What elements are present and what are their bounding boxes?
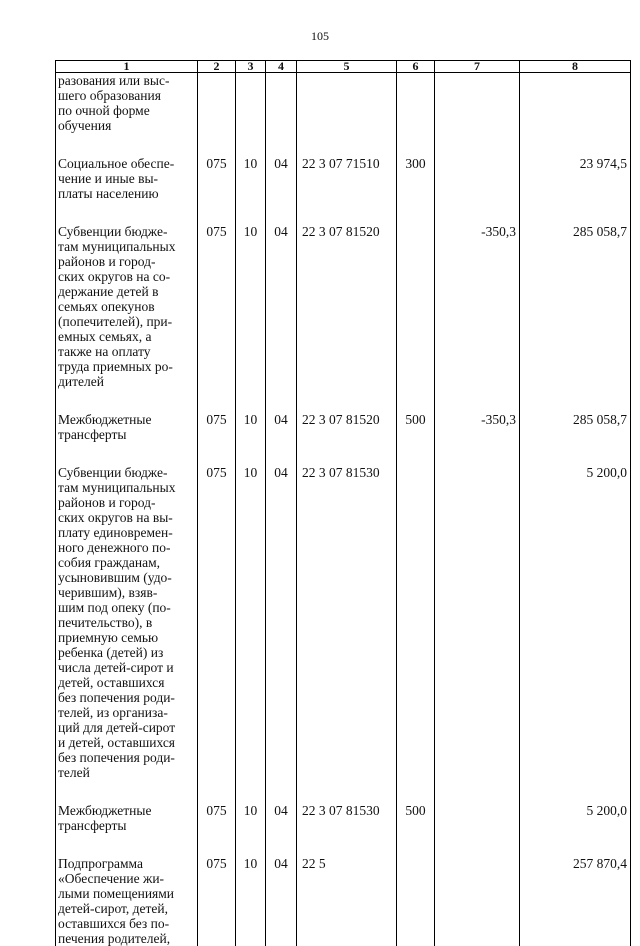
row-spacer	[56, 389, 631, 412]
row-spacer	[56, 133, 631, 156]
target-article-cell: 22 3 07 81530	[297, 465, 397, 780]
spacer-cell	[56, 133, 198, 156]
item-name-line: Подпрограмма	[58, 856, 195, 871]
ministry-code-cell: 075	[198, 803, 236, 833]
item-name-line: усыновившим (удо-	[58, 570, 195, 585]
item-name-line: емных семьях, а	[58, 329, 195, 344]
spacer-cell	[397, 780, 435, 803]
section-code-cell: 10	[236, 224, 266, 389]
item-name-line: ребенка (детей) из	[58, 645, 195, 660]
table-row	[56, 803, 631, 833]
header-cell: 4	[266, 61, 297, 73]
table-header-row	[56, 61, 631, 73]
item-name-line: без попечения роди-	[58, 690, 195, 705]
spacer-cell	[198, 780, 236, 803]
row-spacer	[56, 442, 631, 465]
item-name-line: и детей, оставшихся	[58, 735, 195, 750]
spacer-cell	[236, 833, 266, 856]
item-name-line: шего образования	[58, 88, 195, 103]
spacer-cell	[397, 389, 435, 412]
item-name-line: Межбюджетные	[58, 803, 195, 818]
spacer-cell	[520, 442, 631, 465]
section-code-cell: 10	[236, 856, 266, 946]
subsection-code-cell: 04	[266, 803, 297, 833]
spacer-cell	[520, 389, 631, 412]
expense-type-cell	[397, 465, 435, 780]
item-name-line: «Обеспечение жи-	[58, 871, 195, 886]
target-article-cell: 22 3 07 81520	[297, 412, 397, 442]
change-amount-cell: -350,3	[435, 224, 520, 389]
spacer-cell	[236, 780, 266, 803]
item-name-line: разования или выс-	[58, 73, 195, 88]
spacer-cell	[56, 442, 198, 465]
spacer-cell	[236, 389, 266, 412]
item-name-line: числа детей-сирот и	[58, 660, 195, 675]
item-name-line: обучения	[58, 118, 195, 133]
total-amount-cell: 23 974,5	[520, 156, 631, 201]
expense-type-cell: 500	[397, 803, 435, 833]
item-name-line: лыми помещениями	[58, 886, 195, 901]
spacer-cell	[297, 133, 397, 156]
spacer-cell	[198, 833, 236, 856]
item-name-line: детей, оставшихся	[58, 675, 195, 690]
change-amount-cell	[435, 803, 520, 833]
expense-type-cell	[397, 224, 435, 389]
change-amount-cell	[435, 73, 520, 134]
header-cell: 3	[236, 61, 266, 73]
section-code-cell: 10	[236, 465, 266, 780]
spacer-cell	[266, 833, 297, 856]
budget-table	[55, 60, 631, 946]
item-name-line: также на оплату	[58, 344, 195, 359]
total-amount-cell: 285 058,7	[520, 412, 631, 442]
change-amount-cell	[435, 465, 520, 780]
item-name-line: собия гражданам,	[58, 555, 195, 570]
item-name-line: телей	[58, 765, 195, 780]
item-name-cell	[56, 412, 198, 442]
spacer-cell	[520, 133, 631, 156]
spacer-cell	[397, 442, 435, 465]
spacer-cell	[397, 833, 435, 856]
ministry-code-cell	[198, 73, 236, 134]
spacer-cell	[435, 201, 520, 224]
section-code-cell	[236, 73, 266, 134]
item-name-line: без попечения роди-	[58, 750, 195, 765]
table-row	[56, 465, 631, 780]
item-name-line: шим под опеку (по-	[58, 600, 195, 615]
spacer-cell	[198, 389, 236, 412]
header-cell: 5	[297, 61, 397, 73]
row-spacer	[56, 201, 631, 224]
item-name-line: там муниципальных	[58, 480, 195, 495]
item-name-line: ций для детей-сирот	[58, 720, 195, 735]
total-amount-cell	[520, 73, 631, 134]
total-amount-cell: 285 058,7	[520, 224, 631, 389]
total-amount-cell: 257 870,4	[520, 856, 631, 946]
ministry-code-cell: 075	[198, 856, 236, 946]
subsection-code-cell: 04	[266, 412, 297, 442]
item-name-cell	[56, 156, 198, 201]
change-amount-cell	[435, 156, 520, 201]
spacer-cell	[266, 389, 297, 412]
item-name-line: печительство), в	[58, 615, 195, 630]
spacer-cell	[198, 201, 236, 224]
item-name-line: ного денежного по-	[58, 540, 195, 555]
table-row	[56, 412, 631, 442]
spacer-cell	[435, 133, 520, 156]
item-name-line: (попечителей), при-	[58, 314, 195, 329]
item-name-line: ских округов на вы-	[58, 510, 195, 525]
item-name-line: Межбюджетные	[58, 412, 195, 427]
subsection-code-cell: 04	[266, 465, 297, 780]
change-amount-cell: -350,3	[435, 412, 520, 442]
item-name-line: районов и город-	[58, 495, 195, 510]
ministry-code-cell: 075	[198, 224, 236, 389]
spacer-cell	[266, 133, 297, 156]
header-cell: 8	[520, 61, 631, 73]
table-row	[56, 856, 631, 946]
target-article-cell: 22 3 07 81530	[297, 803, 397, 833]
spacer-cell	[297, 833, 397, 856]
item-name-line: районов и город-	[58, 254, 195, 269]
subsection-code-cell: 04	[266, 156, 297, 201]
table-row	[56, 156, 631, 201]
header-cell: 6	[397, 61, 435, 73]
ministry-code-cell: 075	[198, 412, 236, 442]
expense-type-cell	[397, 856, 435, 946]
expense-type-cell: 500	[397, 412, 435, 442]
spacer-cell	[56, 780, 198, 803]
section-code-cell: 10	[236, 156, 266, 201]
spacer-cell	[236, 201, 266, 224]
header-cell: 1	[56, 61, 198, 73]
target-article-cell: 22 3 07 81520	[297, 224, 397, 389]
item-name-line: ских округов на со-	[58, 269, 195, 284]
spacer-cell	[520, 201, 631, 224]
item-name-line: трансферты	[58, 427, 195, 442]
item-name-line: держание детей в	[58, 284, 195, 299]
row-spacer	[56, 780, 631, 803]
ministry-code-cell: 075	[198, 465, 236, 780]
target-article-cell	[297, 73, 397, 134]
spacer-cell	[520, 833, 631, 856]
item-name-line: там муниципальных	[58, 239, 195, 254]
spacer-cell	[297, 389, 397, 412]
spacer-cell	[297, 442, 397, 465]
total-amount-cell: 5 200,0	[520, 803, 631, 833]
item-name-line: трансферты	[58, 818, 195, 833]
subsection-code-cell: 04	[266, 224, 297, 389]
expense-type-cell: 300	[397, 156, 435, 201]
spacer-cell	[266, 442, 297, 465]
spacer-cell	[297, 201, 397, 224]
item-name-line: по очной форме	[58, 103, 195, 118]
row-spacer	[56, 833, 631, 856]
item-name-line: приемную семью	[58, 630, 195, 645]
spacer-cell	[520, 780, 631, 803]
spacer-cell	[397, 133, 435, 156]
item-name-line: плату единовремен-	[58, 525, 195, 540]
item-name-line: оставшихся без по-	[58, 916, 195, 931]
item-name-cell	[56, 73, 198, 134]
item-name-line: платы населению	[58, 186, 195, 201]
item-name-line: печения родителей,	[58, 931, 195, 946]
spacer-cell	[266, 780, 297, 803]
spacer-cell	[236, 133, 266, 156]
spacer-cell	[198, 442, 236, 465]
spacer-cell	[56, 201, 198, 224]
item-name-line: телей, из организа-	[58, 705, 195, 720]
spacer-cell	[435, 389, 520, 412]
item-name-line: Субвенции бюдже-	[58, 465, 195, 480]
section-code-cell: 10	[236, 412, 266, 442]
header-cell: 7	[435, 61, 520, 73]
spacer-cell	[56, 833, 198, 856]
spacer-cell	[297, 780, 397, 803]
item-name-line: Социальное обеспе-	[58, 156, 195, 171]
item-name-cell	[56, 224, 198, 389]
section-code-cell: 10	[236, 803, 266, 833]
change-amount-cell	[435, 856, 520, 946]
item-name-cell	[56, 856, 198, 946]
spacer-cell	[397, 201, 435, 224]
item-name-line: детей-сирот, детей,	[58, 901, 195, 916]
spacer-cell	[435, 833, 520, 856]
spacer-cell	[266, 201, 297, 224]
page-number: 105	[0, 29, 640, 44]
spacer-cell	[435, 442, 520, 465]
subsection-code-cell	[266, 73, 297, 134]
spacer-cell	[236, 442, 266, 465]
spacer-cell	[56, 389, 198, 412]
header-cell: 2	[198, 61, 236, 73]
total-amount-cell: 5 200,0	[520, 465, 631, 780]
target-article-cell: 22 3 07 71510	[297, 156, 397, 201]
expense-type-cell	[397, 73, 435, 134]
spacer-cell	[198, 133, 236, 156]
item-name-line: семьях опекунов	[58, 299, 195, 314]
item-name-cell	[56, 803, 198, 833]
item-name-cell	[56, 465, 198, 780]
item-name-line: чение и иные вы-	[58, 171, 195, 186]
table-row	[56, 224, 631, 389]
item-name-line: черившим), взяв-	[58, 585, 195, 600]
item-name-line: дителей	[58, 374, 195, 389]
item-name-line: труда приемных ро-	[58, 359, 195, 374]
item-name-line: Субвенции бюдже-	[58, 224, 195, 239]
table-body	[56, 73, 631, 946]
subsection-code-cell: 04	[266, 856, 297, 946]
ministry-code-cell: 075	[198, 156, 236, 201]
target-article-cell: 22 5	[297, 856, 397, 946]
table-row	[56, 73, 631, 134]
spacer-cell	[435, 780, 520, 803]
